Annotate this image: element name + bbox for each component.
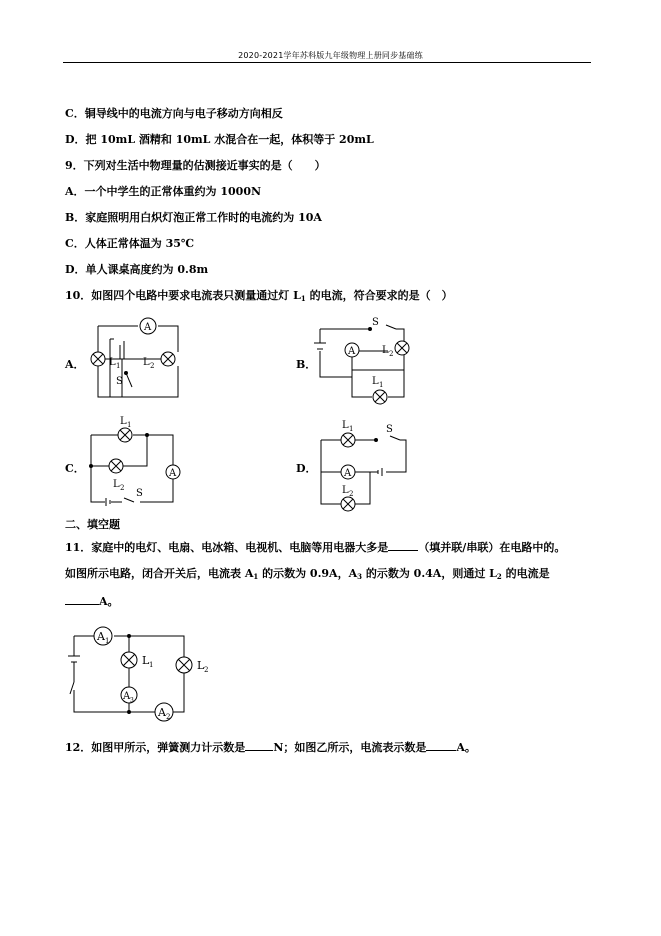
circuit-b-l1-label: L bbox=[372, 376, 379, 387]
circuit-a-l1-sub: 1 bbox=[116, 362, 121, 370]
circuit-diagram-d bbox=[312, 412, 422, 512]
circuit-a-l1-label: L bbox=[109, 357, 116, 368]
circuit-a-ammeter-label: A bbox=[144, 322, 152, 333]
q9-option-a: A．一个中学生的正常体重约为 1000N bbox=[65, 185, 262, 198]
q12-blank-force bbox=[245, 740, 273, 751]
q11-blank-connection bbox=[388, 540, 418, 551]
q11-ammeter-a1-sub: 1 bbox=[105, 637, 110, 645]
q10-stem-subscript: 1 bbox=[300, 294, 306, 303]
circuit-c-ammeter-label: A bbox=[169, 468, 177, 479]
q11-blank-current bbox=[65, 594, 99, 605]
q11-line2-text-a: 如图所示电路，闭合开关后，电流表 A bbox=[65, 567, 254, 580]
q11-l1-sub: 1 bbox=[149, 661, 154, 669]
q11-ammeter-a3-label: A bbox=[123, 691, 131, 702]
q11-line3-unit: A。 bbox=[99, 595, 119, 608]
circuit-b-ammeter-label: A bbox=[348, 346, 356, 357]
q11-circuit-diagram bbox=[65, 622, 215, 727]
circuit-a-l2-label: L bbox=[143, 357, 150, 368]
q10-label-c: C． bbox=[65, 462, 85, 475]
circuit-c-l2-sub: 2 bbox=[120, 484, 125, 492]
q10-stem-tail: 的电流，符合要求的是（ ） bbox=[305, 289, 453, 302]
q12-text-pre: 12．如图甲所示，弹簧测力计示数是 bbox=[65, 741, 246, 754]
q8-option-d: D．把 10mL 酒精和 10mL 水混合在一起，体积等于 20mL bbox=[65, 133, 374, 146]
circuit-d-l1-sub: 1 bbox=[349, 425, 354, 433]
q10-stem-text: 10．如图四个电路中要求电流表只测量通过灯 L bbox=[65, 289, 301, 302]
q11-line2 bbox=[65, 567, 550, 584]
circuit-d-l2-label: L bbox=[342, 485, 349, 496]
circuit-a-l2-sub: 2 bbox=[150, 362, 155, 370]
q11-ammeter-a2-sub: 2 bbox=[166, 713, 171, 721]
circuit-c-switch-label: S bbox=[136, 488, 143, 499]
circuit-b-l2-sub: 2 bbox=[389, 350, 394, 358]
circuit-b-l1-sub: 1 bbox=[379, 381, 384, 389]
q9-option-b: B．家庭照明用白炽灯泡正常工作时的电流约为 10A bbox=[65, 211, 322, 224]
q11-sub-a3: 3 bbox=[357, 572, 362, 581]
circuit-a-switch-label: S bbox=[116, 376, 123, 387]
circuit-c-l1-sub: 1 bbox=[127, 421, 132, 429]
q9-stem: 9．下列对生活中物理量的估测接近事实的是（ ） bbox=[65, 159, 326, 172]
q11-sub-a1: 1 bbox=[253, 572, 259, 581]
q10-label-a: A． bbox=[65, 358, 85, 371]
q9-option-c: C．人体正常体温为 35℃ bbox=[65, 237, 195, 250]
circuit-c-l1-label: L bbox=[120, 416, 127, 427]
header-divider bbox=[63, 62, 591, 63]
circuit-diagram-a bbox=[80, 315, 190, 405]
circuit-b-switch-label: S bbox=[372, 317, 379, 328]
q11-line1-tail: （填并联/串联）在电路中的。 bbox=[418, 541, 566, 554]
section-title: 二、填空题 bbox=[65, 518, 120, 531]
q11-ammeter-a2-label: A bbox=[158, 706, 166, 719]
q11-line1-text: 11．家庭中的电灯、电扇、电冰箱、电视机、电脑等用电器大多是 bbox=[65, 541, 389, 554]
circuit-diagram-b bbox=[312, 315, 422, 410]
circuit-b-l2-label: L bbox=[382, 345, 389, 356]
q11-line2-text-d: 的电流是 bbox=[501, 567, 550, 580]
q11-line3 bbox=[65, 594, 119, 609]
q11-line2-text-b: 的示数为 0.9A，A bbox=[258, 567, 358, 580]
q10-label-b: B． bbox=[296, 358, 317, 371]
q8-option-c: C．铜导线中的电流方向与电子移动方向相反 bbox=[65, 107, 283, 120]
q11-ammeter-a3-sub: 3 bbox=[130, 697, 134, 704]
q12-text-post: A。 bbox=[456, 741, 476, 754]
q12-line bbox=[65, 740, 476, 755]
circuit-d-l2-sub: 2 bbox=[349, 490, 354, 498]
q11-line1 bbox=[65, 540, 565, 555]
q11-line2-text-c: 的示数为 0.4A，则通过 L bbox=[362, 567, 497, 580]
q11-l1-label: L bbox=[142, 654, 150, 667]
q11-ammeter-a1-label: A bbox=[97, 630, 105, 643]
circuit-d-ammeter-label: A bbox=[344, 468, 352, 479]
q12-text-mid: N；如图乙所示，电流表示数是 bbox=[273, 741, 427, 754]
circuit-d-l1-label: L bbox=[342, 420, 349, 431]
q10-stem bbox=[65, 289, 453, 306]
q10-label-d: D． bbox=[296, 462, 317, 475]
q12-blank-current bbox=[426, 740, 456, 751]
q11-l2-label: L bbox=[197, 659, 205, 672]
q11-l2-sub: 2 bbox=[204, 666, 209, 674]
circuit-diagram-c bbox=[80, 412, 190, 512]
page-header: 2020-2021学年苏科版九年级物理上册同步基础练 bbox=[238, 51, 423, 60]
q9-option-d: D．单人课桌高度约为 0.8m bbox=[65, 263, 209, 276]
circuit-d-switch-label: S bbox=[386, 424, 393, 435]
circuit-c-l2-label: L bbox=[113, 479, 120, 490]
q11-sub-l2: 2 bbox=[496, 572, 502, 581]
